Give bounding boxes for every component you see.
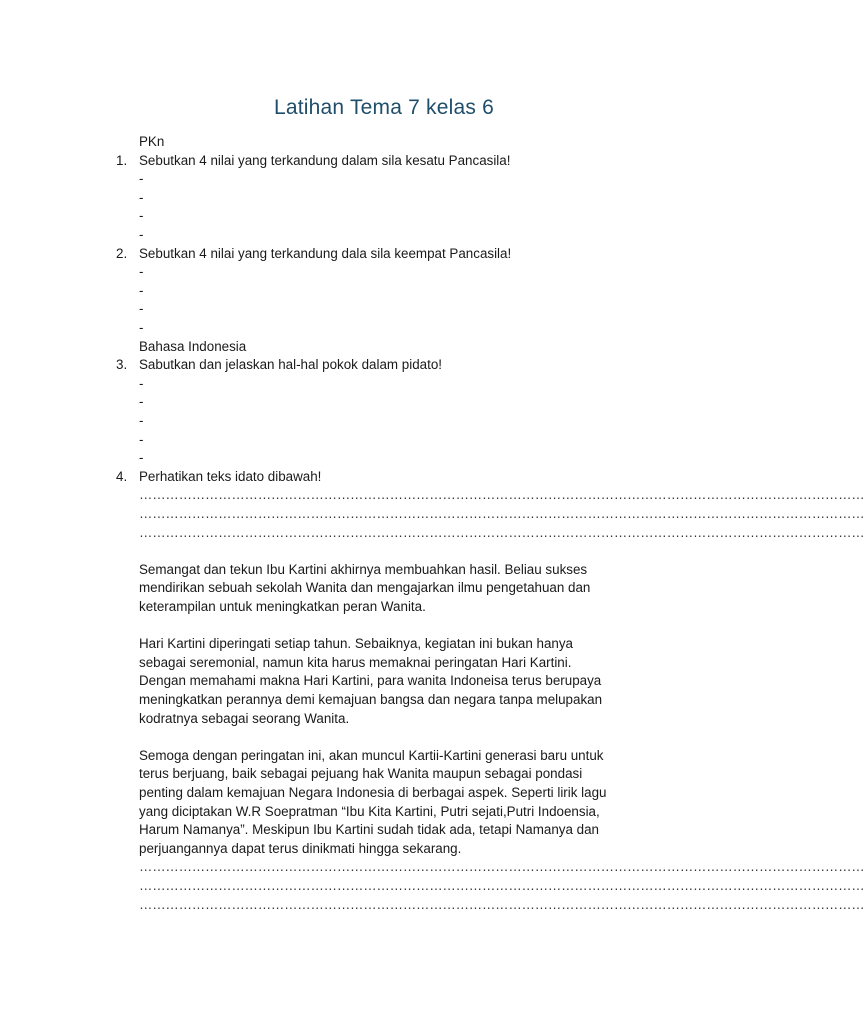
section-heading-bahasa: Bahasa Indonesia — [139, 338, 247, 354]
question-text: Sebutkan 4 nilai yang terkandung dala sila keempat Pancasila! — [139, 245, 512, 261]
dotted-answer-line: ………………………………………………………………………………………………………………………………………………… — [139, 878, 865, 893]
speech-line: yang diciptakan W.R Soepratman “Ibu Kita Kartini, Putri sejati,Putri Indoensia, — [139, 803, 600, 819]
answer-dash: - — [139, 282, 144, 298]
answer-dash: - — [139, 394, 144, 410]
dotted-answer-line: ………………………………………………………………………………………………………………………………………………… — [139, 859, 865, 875]
speech-line: sebagai seremonial, namun kita harus memaknai peringatan Hari Kartini. — [139, 654, 572, 670]
dotted-answer-line: ………………………………………………………………………………………………………………………………………………… — [139, 487, 865, 503]
answer-dash: - — [139, 413, 144, 428]
speech-line: kodratnya sebagai seorang Wanita. — [139, 710, 350, 726]
speech-line: meningkatkan perannya demi kemajuan bangsa dan negara tanpa melupakan — [139, 691, 603, 707]
section-heading-pkn: PKn — [139, 134, 165, 149]
question-number: 1. — [116, 152, 128, 168]
speech-line: Semangat dan tekun Ibu Kartini akhirnya membuahkan hasil. Beliau sukses — [139, 561, 588, 577]
answer-dash: - — [139, 320, 144, 335]
question-number: 4. — [116, 468, 128, 484]
answer-dash: - — [139, 227, 144, 242]
speech-line: Hari Kartini diperingati setiap tahun. Sebaiknya, kegiatan ini bukan hanya — [139, 636, 573, 652]
speech-paragraph — [139, 747, 679, 859]
speech-line: penting dalam kemajuan Negara Indonesia di berbagai aspek. Seperti lirik lagu — [139, 784, 607, 800]
answer-dash: - — [139, 264, 144, 280]
answer-dash: - — [139, 301, 144, 317]
answer-dash: - — [139, 431, 144, 447]
question-text: Sabutkan dan jelaskan hal-hal pokok dalam pidato! — [139, 357, 442, 373]
question-text: Sebutkan 4 nilai yang terkandung dalam sila kesatu Pancasila! — [139, 152, 511, 168]
question-text: Perhatikan teks idato dibawah! — [139, 468, 322, 484]
answer-dash: - — [139, 450, 144, 466]
speech-paragraph — [139, 635, 679, 728]
speech-line: mendirikan sebuah sekolah Wanita dan mengajarkan ilmu pengetahuan dan — [139, 580, 591, 596]
question-number: 3. — [116, 357, 128, 373]
page-title: Latihan Tema 7 kelas 6 — [274, 96, 494, 119]
speech-line: perjuangannya dapat terus dinikmati hingga sekarang. — [139, 840, 462, 856]
question-number: 2. — [116, 245, 128, 261]
dotted-answer-line: ………………………………………………………………………………………………………………………………………………… — [139, 506, 865, 521]
dotted-answer-line: ………………………………………………………………………………………………………………………………………………… — [139, 524, 865, 540]
speech-line: keterampilan untuk meningkatkan peran Wanita. — [139, 598, 426, 614]
answer-dash: - — [139, 208, 144, 224]
answer-dash: - — [139, 171, 144, 187]
answer-dash: - — [139, 375, 144, 391]
speech-paragraph — [139, 561, 679, 617]
speech-line: Semoga dengan peringatan ini, akan muncul Kartii-Kartini generasi baru untuk — [139, 747, 604, 763]
speech-line: Harum Namanya”. Meskipun Ibu Kartini sudah tidak ada, tetapi Namanya dan — [139, 822, 599, 838]
answer-dash: - — [139, 189, 144, 205]
speech-line: Dengan memahami makna Hari Kartini, para wanita Indoneisa terus berupaya — [139, 673, 602, 689]
speech-line: terus berjuang, baik sebagai pejuang hak Wanita maupun sebagai pondasi — [139, 766, 583, 782]
dotted-answer-line: ………………………………………………………………………………………………………………………………………………… — [139, 896, 865, 912]
